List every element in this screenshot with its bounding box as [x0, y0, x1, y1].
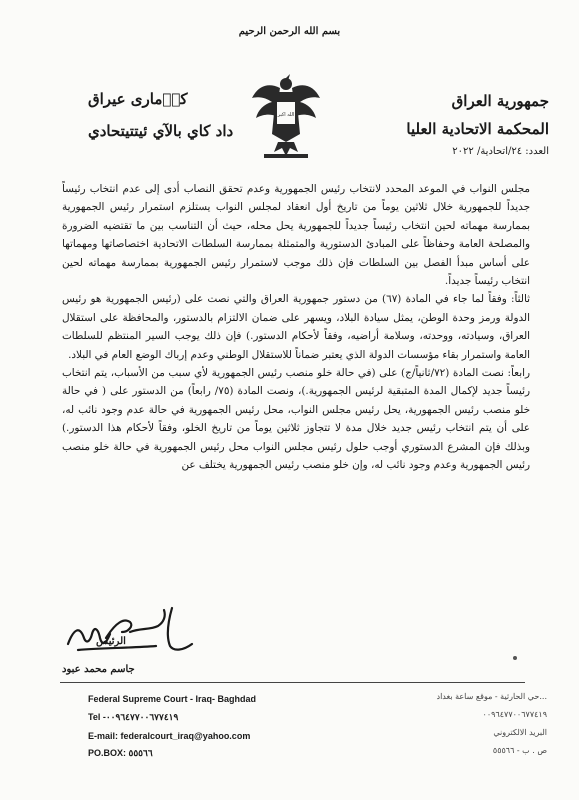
footer-phone-arabic: ٠٠٩٦٤٧٧٠٠٦٧٧٤١٩: [482, 710, 547, 719]
footer-address-arabic: ...حي الحارثية - موقع ساعة بغداد: [436, 692, 547, 701]
signatory-title: الرئيس: [96, 636, 126, 647]
footer-telephone: Tel -٠٠٩٦٤٧٧٠٠٦٧٧٤١٩: [88, 712, 179, 722]
ruling-body: [62, 180, 530, 475]
footer-pobox-arabic: ص . ب - ٥٥٥٦٦: [492, 746, 547, 755]
document-number: العدد: ٢٤/اتحادية/ ٢٠٢٢: [452, 146, 549, 157]
footer-court-name: Federal Supreme Court - Iraq- Baghdad: [88, 694, 257, 704]
paragraph-third: ثالثاً: وفقاً لما جاء في المادة (٦٧) من دستور جمهورية العراق والتي نصت على (رئيس الجمهورية هو رئيس الدولة ورمز وحدة الوطن، يمثل سيادة البلاد، ويسهر على ضمان الالتزام بالدستور، والمحافظة على استقلال العراق، وسيادته، ووحدته، وسلامة أراضيه، وفقاً لأحكام الدستور.) فإن ذلك يوجب السير المنتظم للسلطات العامة واستمرار بقاء مؤسسات الدولة الذي يعتبر ضماناً للاستقلال الوطني وعدم إرباك الوضع العام في البلاد.: [62, 293, 530, 361]
paragraph-fourth: رابعاً: نصت المادة (٧٢/ثانياً/ج) على (في حالة خلو منصب رئيس الجمهورية لأي سبب من الأسباب، يتم انتخاب رئيساً جديد لإكمال المدة المتبقية لرئيس الجمهورية.)، ونصت المادة (٧٥/ رابعاً) من الدستور على ( في حالة خلو منصب رئيس الجمهورية، يحل رئيس مجلس النواب، محل رئيس الجمهورية في حالة عدم وجود نائب له، على أن يتم انتخاب رئيس جديد خلال مدة لا تتجاوز ثلاثين يوماً من تاريخ الخلو، وفقاً لأحكام هذا الدستور.) وبذلك فإن المشرع الدستوري أوجب حلول رئيس مجلس النواب محل رئيس الجمهورية في حالة خلو منصب رئيس الجمهورية وعدم وجود نائب له، وإن خلو منصب رئيس الجمهورية يختلف عن: [62, 367, 531, 472]
handwritten-signature: [60, 598, 210, 658]
emblem-text: الله اكبر: [277, 112, 295, 118]
footer-email: E-mail: federalcourt_iraq@yahoo.com: [88, 731, 251, 741]
court-name-arabic: المحكمة الاتحادية العليا: [406, 120, 549, 138]
court-name-kurdish: داد كاي بالآي ئيتتيتحادي: [88, 122, 234, 140]
country-name-arabic: جمهورية العراق: [451, 92, 549, 110]
ink-mark: [513, 656, 517, 660]
country-name-kurdish: كو٘ماری عیراق: [88, 90, 188, 108]
paragraph-continuation: مجلس النواب في الموعد المحدد لانتخاب رئيس الجمهورية وعدم تحقق النصاب أدى إلى عدم انتخاب رئيساً جديداً للجمهورية خلال ثلاثين يوماً من تاريخ أول انعقاد لمجلس النواب يستلزم استمرار رئيس الجمهورية بممارسة مهماته لحين انتخاب رئيساً جديداً للجمهورية يحل محله، حيث أن التناسب بين ما تقتضيه الضرورة والمصلحة العامة وحفاظاً على المبادئ الدستورية والمتمثلة بممارسة السلطات الاتحادية اختصاصاتها ومهماتها على أساس مبدأ الفصل بين السلطات فإن ذلك موجب لاستمرار رئيس الجمهورية بممارسة مهماته لحين انتخاب رئيساً جديداً.: [62, 183, 530, 288]
signatory-name: جاسم محمد عبود: [62, 664, 135, 675]
kurdish-header: [88, 90, 233, 140]
iraq-eagle-emblem: [250, 72, 322, 160]
basmala: بسم الله الرحمن الرحيم: [238, 26, 341, 37]
footer-email-label-arabic: البريد الالكتروني: [493, 728, 547, 737]
footer-pobox: PO.BOX: ٥٥٥٦٦: [88, 748, 153, 758]
footer-divider: [60, 682, 525, 683]
arabic-header: [406, 92, 549, 157]
